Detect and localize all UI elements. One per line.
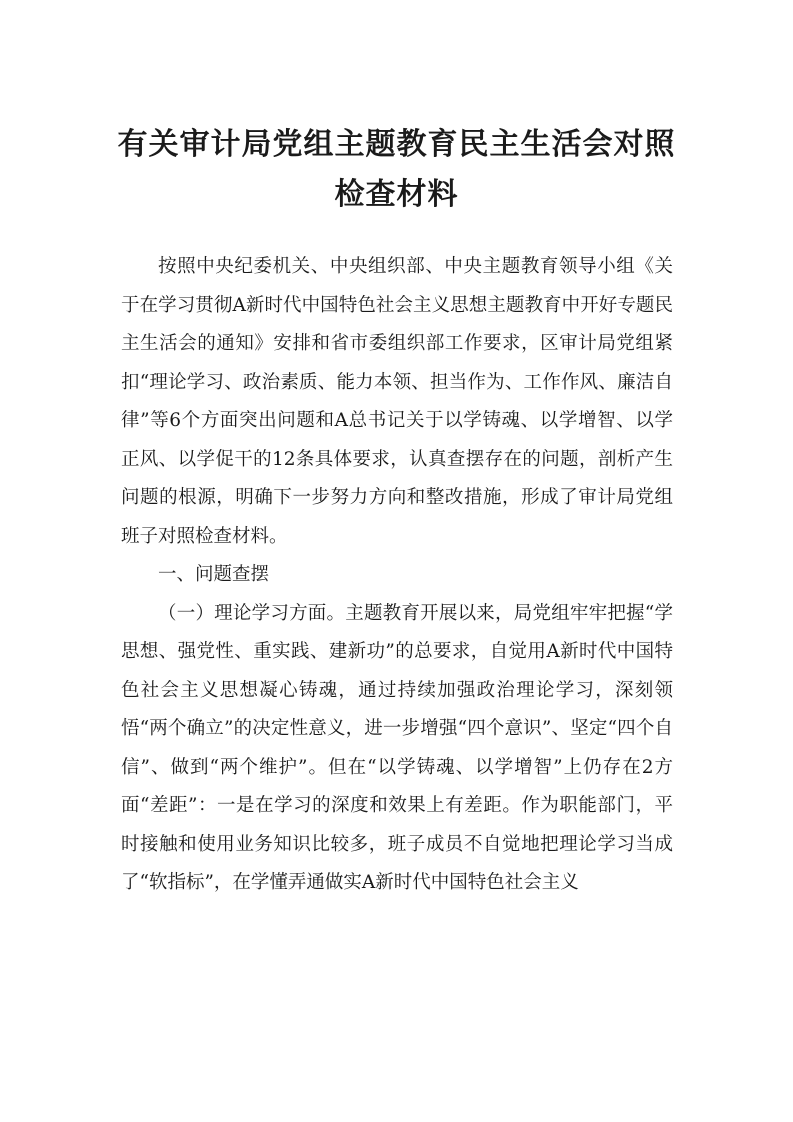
document-body bbox=[121, 248, 673, 903]
document-title-line-2: 检查材料 bbox=[334, 177, 459, 212]
theory-study-paragraph: （一）理论学习方面。主题教育开展以来，局党组牢牢把握“学思想、强党性、重实践、建新功”的总要求，自觉用A新时代中国特色社会主义思想凝心铸魂，通过持续加强政治理论学习，深刻领悟“两个确立”的决定性意义，进一步增强“四个意识”、坚定“四个自信”、做到“两个维护”。但在“以学铸魂、以学增智”上仍存在2方面“差距”：一是在学习的深度和效果上有差距。作为职能部门，平时接触和使用业务知识比较多，班子成员不自觉地把理论学习当成了“软指标”，在学懂弄通做实A新时代中国特色社会主义 bbox=[121, 602, 673, 893]
intro-paragraph: 按照中央纪委机关、中央组织部、中央主题教育领导小组《关于在学习贯彻A新时代中国特色社会主义思想主题教育中开好专题民主生活会的通知》安排和省市委组织部工作要求，区审计局党组紧扣“理论学习、政治素质、能力本领、担当作为、工作作风、廉洁自律”等6个方面突出问题和A总书记关于以学铸魂、以学增智、以学正风、以学促干的12条具体要求，认真查摆存在的问题，剖析产生问题的根源，明确下一步努力方向和整改措施，形成了审计局党组班子对照检查材料。 bbox=[121, 256, 673, 547]
document-title-line-1: 有关审计局党组主题教育民主生活会对照 bbox=[117, 127, 676, 162]
section-heading-problems: 一、问题查摆 bbox=[158, 564, 270, 585]
